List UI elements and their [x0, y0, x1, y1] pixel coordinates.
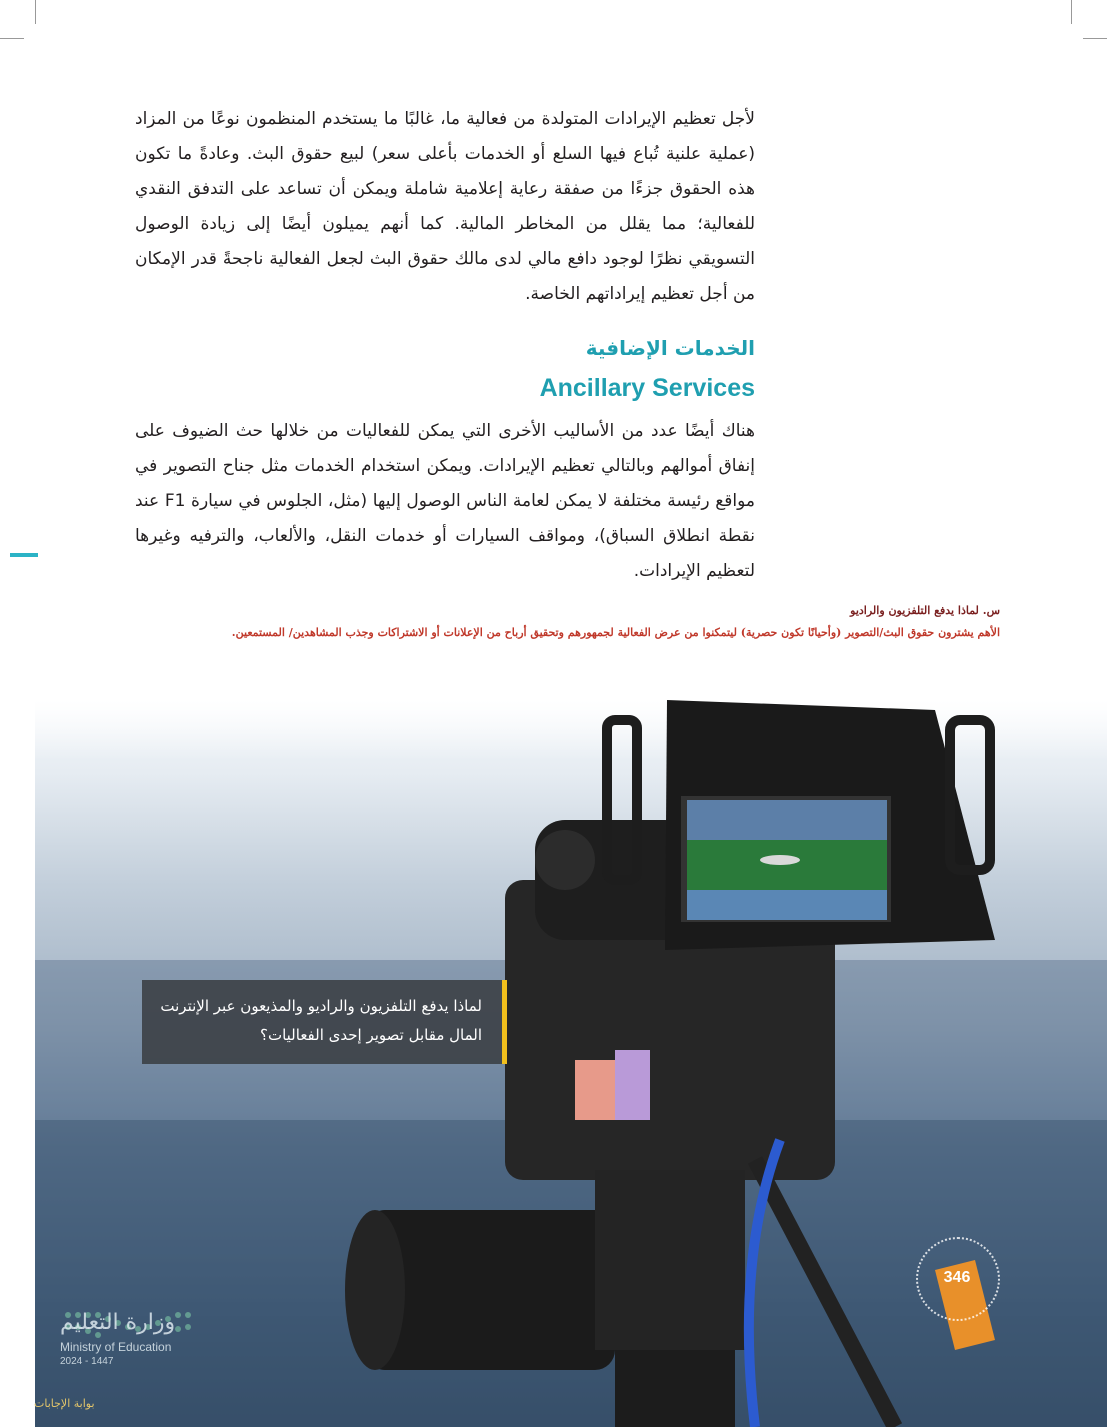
section-title-ar: الخدمات الإضافية	[585, 336, 755, 360]
margin-marker	[10, 553, 38, 557]
crop-mark	[35, 0, 36, 24]
crop-mark	[1071, 0, 1072, 24]
ministry-logo-icon	[58, 1250, 218, 1420]
logo-text-ar: وزارة التعليم	[60, 1310, 176, 1335]
intro-paragraph: لأجل تعظيم الإيرادات المتولدة من فعالية ما، غالبًا ما يستخدم المنظمون نوعًا من المزاد (عملية علنية تُباع فيها السلع أو الخدمات بأعلى سعر) لبيع حقوق البث. وعادةً ما تكون هذه الحقوق جزءًا من صفقة رعاية إعلامية شاملة ويمكن أن تساعد على التدفق النقدي للفعالية؛ مما يقلل من المخاطر المالية. كما أنهم يميلون أيضًا إلى زيادة الوصول التسويقي نظرًا لوجود دافع مالي لدى مالك حقوق البث لجعل الفعالية ناجحةً قدر الإمكان من أجل تعظيم إيراداتهم الخاصة.	[135, 109, 755, 304]
section-title-en: Ancillary Services	[539, 374, 755, 402]
photo-caption: لماذا يدفع التلفزيون والراديو والمذيعون عبر الإنترنت المال مقابل تصوير إحدى الفعاليات؟	[160, 997, 482, 1044]
watermark-text: بوابة الإجابات	[34, 1397, 95, 1410]
crop-mark	[0, 38, 24, 39]
handwritten-answer: الأهم يشترون حقوق البث/التصوير (وأحيانًا تكون حصرية) ليتمكنوا من عرض الفعالية لجمهورهم وتحقيق أرباح من الإعلانات أو الاشتراكات وجذب المشاهدين/ المستمعين.	[231, 626, 1000, 639]
photo-caption-box	[142, 980, 507, 1064]
handwritten-question: س. لماذا يدفع التلفزيون والراديو	[850, 604, 1000, 617]
ancillary-paragraph: هناك أيضًا عدد من الأساليب الأخرى التي يمكن للفعاليات من خلالها حث الضيوف على إنفاق أموالهم وبالتالي تعظيم الإيرادات. ويمكن استخدام الخدمات مثل جناح التصوير في مواقع رئيسة مختلفة لا يمكن لعامة الناس الوصول إليها (مثل، الجلوس في سيارة F1 عند نقطة انطلاق السباق)، ومواقف السيارات أو خدمات النقل، والألعاب، والترفيه وغيرها لتعظيم الإيرادات.	[135, 421, 755, 581]
logo-year: 2024 - 1447	[60, 1356, 114, 1367]
page-number: 346	[943, 1269, 971, 1286]
logo-text-en: Ministry of Education	[60, 1340, 172, 1354]
crop-mark	[1083, 38, 1107, 39]
